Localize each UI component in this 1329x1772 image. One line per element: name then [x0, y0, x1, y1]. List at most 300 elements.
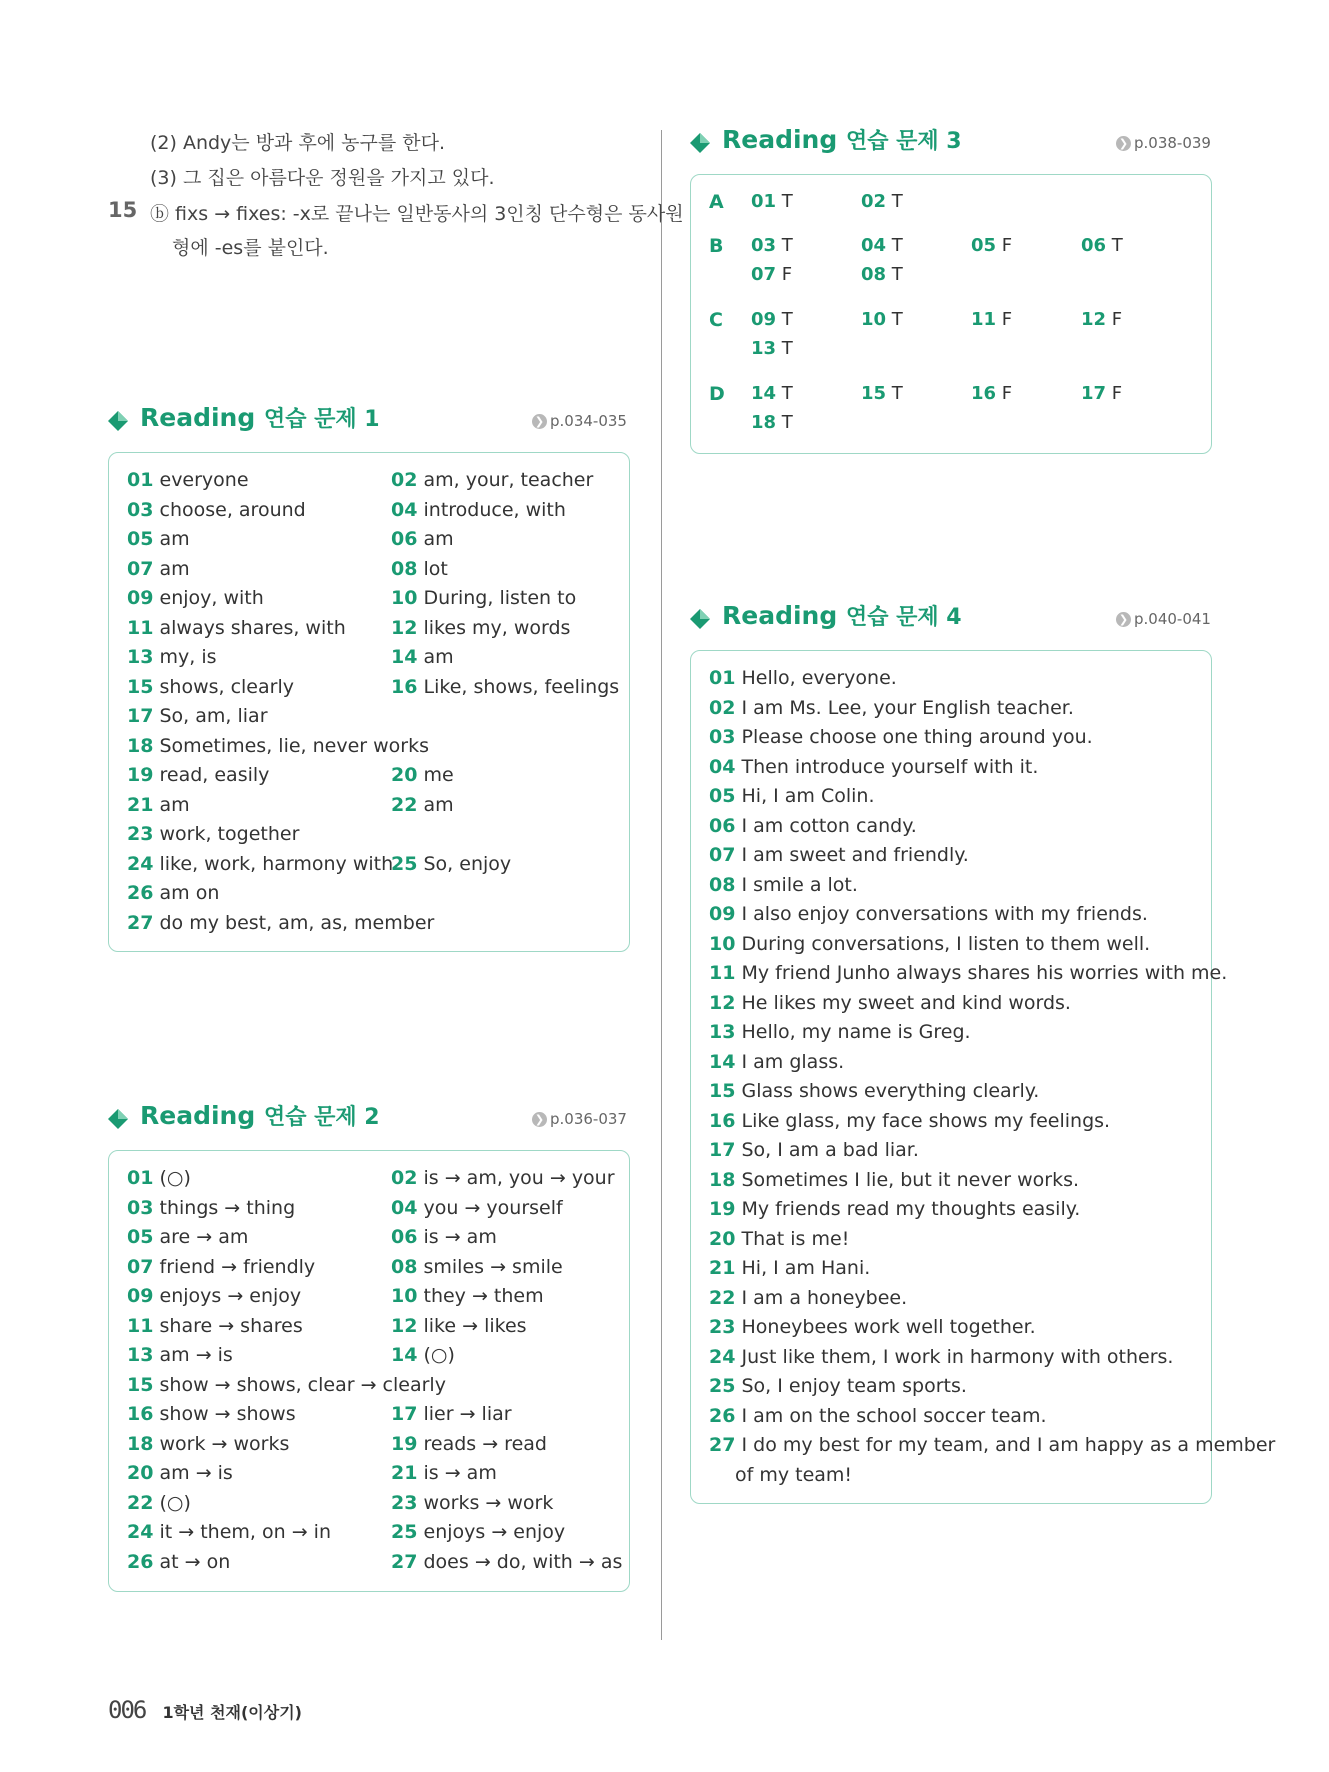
answer-text: read, easily — [159, 764, 270, 786]
answer-item — [709, 1021, 971, 1043]
answer-item — [127, 912, 434, 934]
answer-item — [751, 383, 793, 404]
answer-text: I am Ms. Lee, your English teacher. — [741, 696, 1074, 719]
answer-text: Please choose one thing around you. — [741, 726, 1093, 748]
answer-item — [127, 676, 294, 698]
arrow-right-icon: ❯ — [532, 414, 547, 429]
answer-number: 06 — [709, 814, 736, 837]
answer-item — [391, 528, 454, 550]
answer-number: 17 — [391, 1403, 418, 1425]
answer-item — [391, 1226, 497, 1248]
answer-text: My friends read my thoughts easily. — [741, 1198, 1081, 1220]
diamond-icon — [108, 1109, 128, 1129]
answer-text: am → is — [159, 1462, 233, 1484]
page-reference: ❯ p.036-037 — [532, 1110, 627, 1128]
answer-text: are → am — [159, 1226, 249, 1248]
answer-item — [391, 1197, 563, 1219]
diamond-icon — [690, 609, 710, 629]
answer-number: 14 — [709, 1050, 736, 1073]
answer-text: like, work, harmony with — [159, 852, 394, 875]
answer-number: 09 — [127, 587, 154, 609]
diamond-icon — [108, 411, 128, 431]
answer-text: everyone — [159, 469, 249, 491]
answer-item — [391, 1521, 565, 1543]
answer-number: 15 — [861, 383, 887, 404]
answer-text: is → am, you → your — [423, 1167, 615, 1189]
answer-item — [709, 1080, 1039, 1102]
answer-number: 03 — [127, 1196, 154, 1219]
answer-item — [709, 992, 1071, 1014]
answer-number: 06 — [391, 1226, 418, 1248]
answer-item — [971, 383, 1012, 404]
answer-text: T — [891, 309, 903, 330]
answer-text: So, am, liar — [159, 705, 268, 727]
answer-number: 17 — [709, 1139, 736, 1161]
answer-number: 12 — [391, 616, 418, 639]
answer-text: does → do, with → as — [423, 1550, 623, 1573]
answer-text: you → yourself — [423, 1196, 563, 1219]
answer-item — [127, 646, 217, 668]
group-letter: A — [709, 191, 724, 213]
answer-text: I am glass. — [741, 1050, 845, 1073]
answer-text: enjoy, with — [159, 587, 264, 609]
answer-text: Hi, I am Colin. — [741, 785, 875, 807]
answer-text: Then introduce yourself with it. — [741, 755, 1039, 778]
answer-number: 26 — [127, 1550, 154, 1573]
answer-text: introduce, with — [423, 498, 566, 521]
answer-item — [127, 1521, 331, 1543]
answer-item — [127, 469, 249, 491]
answer-item — [709, 1110, 1110, 1132]
answer-text: F — [1001, 235, 1013, 256]
answer-number: 01 — [127, 1167, 154, 1189]
page-reference: ❯ p.034-035 — [532, 412, 627, 430]
answer-number: 13 — [127, 1344, 154, 1366]
answer-item — [127, 558, 190, 580]
answer-number: 04 — [709, 755, 736, 778]
answer-text: That is me! — [741, 1227, 850, 1250]
answer-item — [127, 823, 299, 845]
answer-text: my, is — [159, 646, 217, 668]
answer-item — [391, 499, 566, 521]
answer-text: things → thing — [159, 1196, 296, 1219]
answer-number: 05 — [127, 1226, 154, 1248]
answer-item — [391, 1315, 527, 1337]
answer-text: am on — [159, 882, 220, 904]
answer-text: I am on the school soccer team. — [741, 1404, 1047, 1427]
answer-number: 02 — [709, 696, 736, 719]
answer-item — [861, 264, 903, 285]
answer-text: F — [1111, 309, 1123, 330]
answer-item — [709, 667, 897, 689]
answer-item — [1081, 383, 1122, 404]
answer-text: show → shows, clear → clearly — [159, 1373, 446, 1396]
answer-number: 04 — [391, 1196, 418, 1219]
answer-number: 21 — [709, 1257, 736, 1279]
answer-item — [391, 1403, 512, 1425]
answer-text: I do my best for my team, and I am happy as a member — [741, 1434, 1276, 1456]
column-divider — [661, 130, 662, 1640]
answer-number: 27 — [127, 911, 154, 934]
answer-number: 05 — [709, 785, 736, 807]
answer-number: 04 — [861, 235, 887, 256]
answer-number: 13 — [751, 338, 777, 359]
answer-item — [127, 1197, 295, 1219]
question-15-continuation: 형에 -es를 붙인다. — [172, 237, 329, 259]
answer-text: am → is — [159, 1344, 233, 1366]
answer-text: works → work — [423, 1491, 554, 1514]
answer-number: 26 — [127, 882, 154, 904]
answer-number: 16 — [391, 675, 418, 698]
answer-text: F — [781, 264, 793, 285]
answer-number: 13 — [127, 646, 154, 668]
answer-item — [391, 676, 619, 698]
answer-item — [127, 1433, 289, 1455]
answer-text: likes my, words — [423, 616, 571, 639]
answer-item — [971, 309, 1012, 330]
answer-number: 12 — [391, 1314, 418, 1337]
answer-text: show → shows — [159, 1403, 296, 1425]
answer-text: T — [1111, 235, 1123, 256]
answer-item — [709, 962, 1227, 984]
answer-number: 24 — [709, 1345, 736, 1368]
answer-text: T — [891, 264, 903, 285]
section-reading-3-header — [690, 124, 1210, 164]
answer-text: He likes my sweet and kind words. — [741, 991, 1071, 1014]
answer-number: 27 — [391, 1550, 418, 1573]
answer-text: Hello, everyone. — [741, 667, 897, 689]
answer-number: 15 — [709, 1080, 736, 1102]
page-number: 006 — [108, 1696, 146, 1724]
answer-number: 20 — [709, 1227, 736, 1250]
answer-number: 08 — [861, 264, 887, 285]
answer-text: choose, around — [159, 498, 306, 521]
answer-text: smiles → smile — [423, 1255, 563, 1278]
answer-text: lot — [423, 557, 448, 580]
answer-line-2: (2) Andy는 방과 후에 농구를 한다. — [150, 132, 446, 154]
answer-number: 12 — [709, 991, 736, 1014]
answer-item — [127, 764, 269, 786]
answer-item — [391, 646, 454, 668]
answer-text: do my best, am, as, member — [159, 911, 435, 934]
answer-number: 03 — [709, 726, 736, 748]
answer-item — [127, 794, 190, 816]
answer-item — [709, 1346, 1173, 1368]
answer-number: 14 — [751, 383, 777, 404]
answer-item — [709, 1257, 870, 1279]
diamond-icon — [690, 133, 710, 153]
answer-number: 07 — [709, 844, 736, 866]
answer-number: 10 — [391, 587, 418, 609]
answer-text: F — [1001, 383, 1013, 404]
answer-item — [751, 235, 793, 256]
answer-number: 09 — [127, 1285, 154, 1307]
answer-item — [709, 1375, 967, 1397]
answer-item — [127, 1285, 301, 1307]
answer-number: 14 — [391, 1344, 418, 1366]
answer-text: Just like them, I work in harmony with others. — [741, 1345, 1174, 1368]
answer-item — [391, 617, 570, 639]
answer-item — [127, 735, 429, 757]
answer-number: 11 — [971, 309, 997, 330]
answer-text: am — [159, 557, 190, 580]
section-reading-1-header — [108, 402, 628, 442]
answer-item — [709, 726, 1093, 748]
section-title: Reading 연습 문제 4 — [722, 601, 962, 630]
answer-item — [709, 903, 1148, 925]
answer-text: share → shares — [159, 1314, 303, 1337]
answer-item — [861, 309, 903, 330]
answer-text: T — [781, 412, 793, 433]
answer-item — [391, 1433, 547, 1455]
answer-text: T — [891, 191, 903, 212]
answer-text: T — [781, 338, 793, 359]
answer-item — [861, 191, 903, 212]
answer-text: am — [159, 793, 190, 816]
answer-number: 24 — [127, 1521, 154, 1543]
answer-text: at → on — [159, 1550, 231, 1573]
section-title: Reading 연습 문제 1 — [140, 403, 380, 432]
answer-number: 12 — [1081, 309, 1107, 330]
answer-item — [127, 1492, 191, 1514]
answer-number: 05 — [127, 528, 154, 550]
answer-text: T — [781, 309, 793, 330]
answer-item — [709, 874, 858, 896]
answer-item — [709, 1434, 1275, 1456]
answer-number: 23 — [127, 823, 154, 845]
answer-number: 22 — [127, 1491, 154, 1514]
answer-text: me — [423, 764, 454, 786]
answer-number: 14 — [391, 646, 418, 668]
answer-text: Like glass, my face shows my feelings. — [741, 1109, 1111, 1132]
answer-item — [709, 844, 969, 866]
answer-item — [127, 1551, 230, 1573]
answer-text: am — [423, 646, 454, 668]
answer-number: 23 — [709, 1316, 736, 1338]
answer-number: 08 — [709, 873, 736, 896]
answer-item — [127, 499, 306, 521]
answer-item — [127, 617, 346, 639]
answer-number: 22 — [391, 793, 418, 816]
answer-text: work, together — [159, 823, 300, 845]
answer-number: 11 — [709, 962, 736, 984]
answer-text: Sometimes, lie, never works — [159, 734, 430, 757]
answer-text: am — [159, 528, 190, 550]
answer-text: During conversations, I listen to them well. — [741, 932, 1151, 955]
answer-number: 01 — [709, 667, 736, 689]
answer-item — [709, 1139, 919, 1161]
answer-item — [971, 235, 1012, 256]
answer-text: it → them, on → in — [159, 1521, 331, 1543]
arrow-right-icon: ❯ — [1116, 136, 1131, 151]
answer-text: am, your, teacher — [423, 469, 594, 491]
page-footer — [108, 1696, 302, 1724]
answer-item — [709, 933, 1150, 955]
answer-text: During, listen to — [423, 587, 577, 609]
answer-item — [391, 1462, 497, 1484]
answer-item — [751, 309, 793, 330]
answer-item — [127, 1462, 233, 1484]
answer-text: T — [891, 235, 903, 256]
answer-text: T — [781, 235, 793, 256]
answer-number: 21 — [391, 1462, 418, 1484]
answer-number: 01 — [127, 469, 154, 491]
answer-text: Like, shows, feelings — [423, 675, 620, 698]
answer-number: 19 — [709, 1198, 736, 1220]
answer-item — [127, 705, 268, 727]
answer-number: 18 — [127, 1432, 154, 1455]
answer-number: 10 — [391, 1285, 418, 1307]
answer-item — [709, 1405, 1047, 1427]
arrow-right-icon: ❯ — [532, 1112, 547, 1127]
question-15-text: ⓑ fixs → fixes: -x로 끝나는 일반동사의 3인칭 단수형은 동사원 — [150, 203, 684, 225]
answer-item — [127, 1256, 315, 1278]
answer-item — [709, 1316, 1036, 1338]
answer-number: 20 — [391, 764, 418, 786]
answer-number: 05 — [971, 235, 997, 256]
answer-item — [709, 1051, 844, 1073]
answer-text: am — [423, 528, 454, 550]
question-15-number: 15 — [108, 198, 138, 222]
answer-text: T — [781, 191, 793, 212]
answer-item — [127, 853, 393, 875]
answer-number: 20 — [127, 1462, 154, 1484]
answer-number: 18 — [751, 412, 777, 433]
answer-text: they → them — [423, 1285, 544, 1307]
answer-number: 25 — [391, 1521, 418, 1543]
answer-item — [709, 785, 875, 807]
answer-number: 08 — [391, 557, 418, 580]
answer-text: enjoys → enjoy — [423, 1521, 566, 1543]
answer-text: like → likes — [423, 1314, 527, 1337]
answer-text: Hi, I am Hani. — [741, 1257, 871, 1279]
answer-text: shows, clearly — [159, 675, 294, 698]
answer-number: 27 — [709, 1434, 736, 1456]
answer-text: F — [1111, 383, 1123, 404]
section-title: Reading 연습 문제 2 — [140, 1101, 380, 1130]
answer-item — [127, 1167, 191, 1189]
answer-item — [861, 383, 903, 404]
answer-item — [391, 1344, 455, 1366]
answer-text: friend → friendly — [159, 1255, 316, 1278]
answer-text: My friend Junho always shares his worries with me. — [741, 962, 1228, 984]
answer-text: T — [781, 383, 793, 404]
answer-number: 07 — [127, 557, 154, 580]
answer-text: I am a honeybee. — [741, 1286, 908, 1309]
answer-number: 17 — [1081, 383, 1107, 404]
answer-item — [709, 815, 917, 837]
section-reading-2-header — [108, 1100, 628, 1140]
answer-text: F — [1001, 309, 1013, 330]
answer-text: Honeybees work well together. — [741, 1316, 1036, 1338]
answer-item — [751, 264, 792, 285]
answer-item — [127, 528, 190, 550]
section-title: Reading 연습 문제 3 — [722, 125, 962, 154]
answer-item — [391, 794, 454, 816]
answer-text: am — [423, 793, 454, 816]
answer-number: 19 — [127, 764, 154, 786]
answer-number: 26 — [709, 1404, 736, 1427]
answer-text: (○) — [159, 1491, 191, 1514]
answer-item — [127, 587, 264, 609]
answer-item — [391, 1285, 544, 1307]
answer-text: I am cotton candy. — [741, 814, 917, 837]
answer-item — [127, 1226, 248, 1248]
answer-number: 02 — [391, 469, 418, 491]
answer-number: 17 — [127, 705, 154, 727]
answer-number: 06 — [391, 528, 418, 550]
answer-item — [391, 1492, 553, 1514]
answer-item — [709, 697, 1074, 719]
answer-number: 02 — [391, 1167, 418, 1189]
answer-number: 16 — [971, 383, 997, 404]
answer-number: 09 — [751, 309, 777, 330]
group-letter: B — [709, 235, 724, 257]
answer-text: always shares, with — [159, 616, 346, 639]
answer-text: T — [891, 383, 903, 404]
answer-number: 07 — [751, 264, 777, 285]
answer-item — [1081, 309, 1122, 330]
answer-item — [391, 587, 576, 609]
answer-text: reads → read — [423, 1432, 547, 1455]
answer-text: work → works — [159, 1432, 290, 1455]
answer-number: 03 — [751, 235, 777, 256]
answer-item — [391, 1167, 615, 1189]
answer-text: I smile a lot. — [741, 873, 858, 896]
answer-number: 15 — [127, 1373, 154, 1396]
answer-item — [391, 1256, 563, 1278]
answer-text: (○) — [423, 1344, 455, 1366]
answer-item — [391, 853, 511, 875]
answer-number: 11 — [127, 1314, 154, 1337]
answer-text: of my team! — [735, 1463, 853, 1486]
group-letter: D — [709, 383, 725, 405]
answer-item — [709, 1228, 849, 1250]
answer-item — [127, 1374, 446, 1396]
answer-number: 02 — [861, 191, 887, 212]
answer-number: 08 — [391, 1255, 418, 1278]
book-title: 1학년 천재(이상기) — [162, 1703, 302, 1722]
answer-text: lier → liar — [423, 1403, 512, 1425]
answer-number: 07 — [127, 1255, 154, 1278]
answer-text: Sometimes I lie, but it never works. — [741, 1168, 1080, 1191]
answer-number: 01 — [751, 191, 777, 212]
answer-item — [751, 191, 793, 212]
answer-number: 06 — [1081, 235, 1107, 256]
answer-number: 21 — [127, 793, 154, 816]
answer-number: 11 — [127, 616, 154, 639]
answer-text: Hello, my name is Greg. — [741, 1021, 971, 1043]
answer-text: (○) — [159, 1167, 191, 1189]
answer-text: Glass shows everything clearly. — [741, 1080, 1040, 1102]
answer-number: 15 — [127, 675, 154, 698]
answer-item — [391, 1551, 622, 1573]
section-reading-1-box — [108, 452, 630, 952]
answer-number: 04 — [391, 498, 418, 521]
answer-number: 25 — [391, 852, 418, 875]
page-reference: ❯ p.040-041 — [1116, 610, 1211, 628]
answer-number: 22 — [709, 1286, 736, 1309]
page-reference: ❯ p.038-039 — [1116, 134, 1211, 152]
answer-number: 10 — [709, 932, 736, 955]
answer-item — [127, 1403, 296, 1425]
answer-item — [709, 756, 1038, 778]
answer-item — [735, 1464, 852, 1486]
answer-number: 16 — [127, 1403, 154, 1425]
answer-item — [751, 412, 793, 433]
group-letter: C — [709, 309, 723, 331]
answer-item — [391, 469, 593, 491]
